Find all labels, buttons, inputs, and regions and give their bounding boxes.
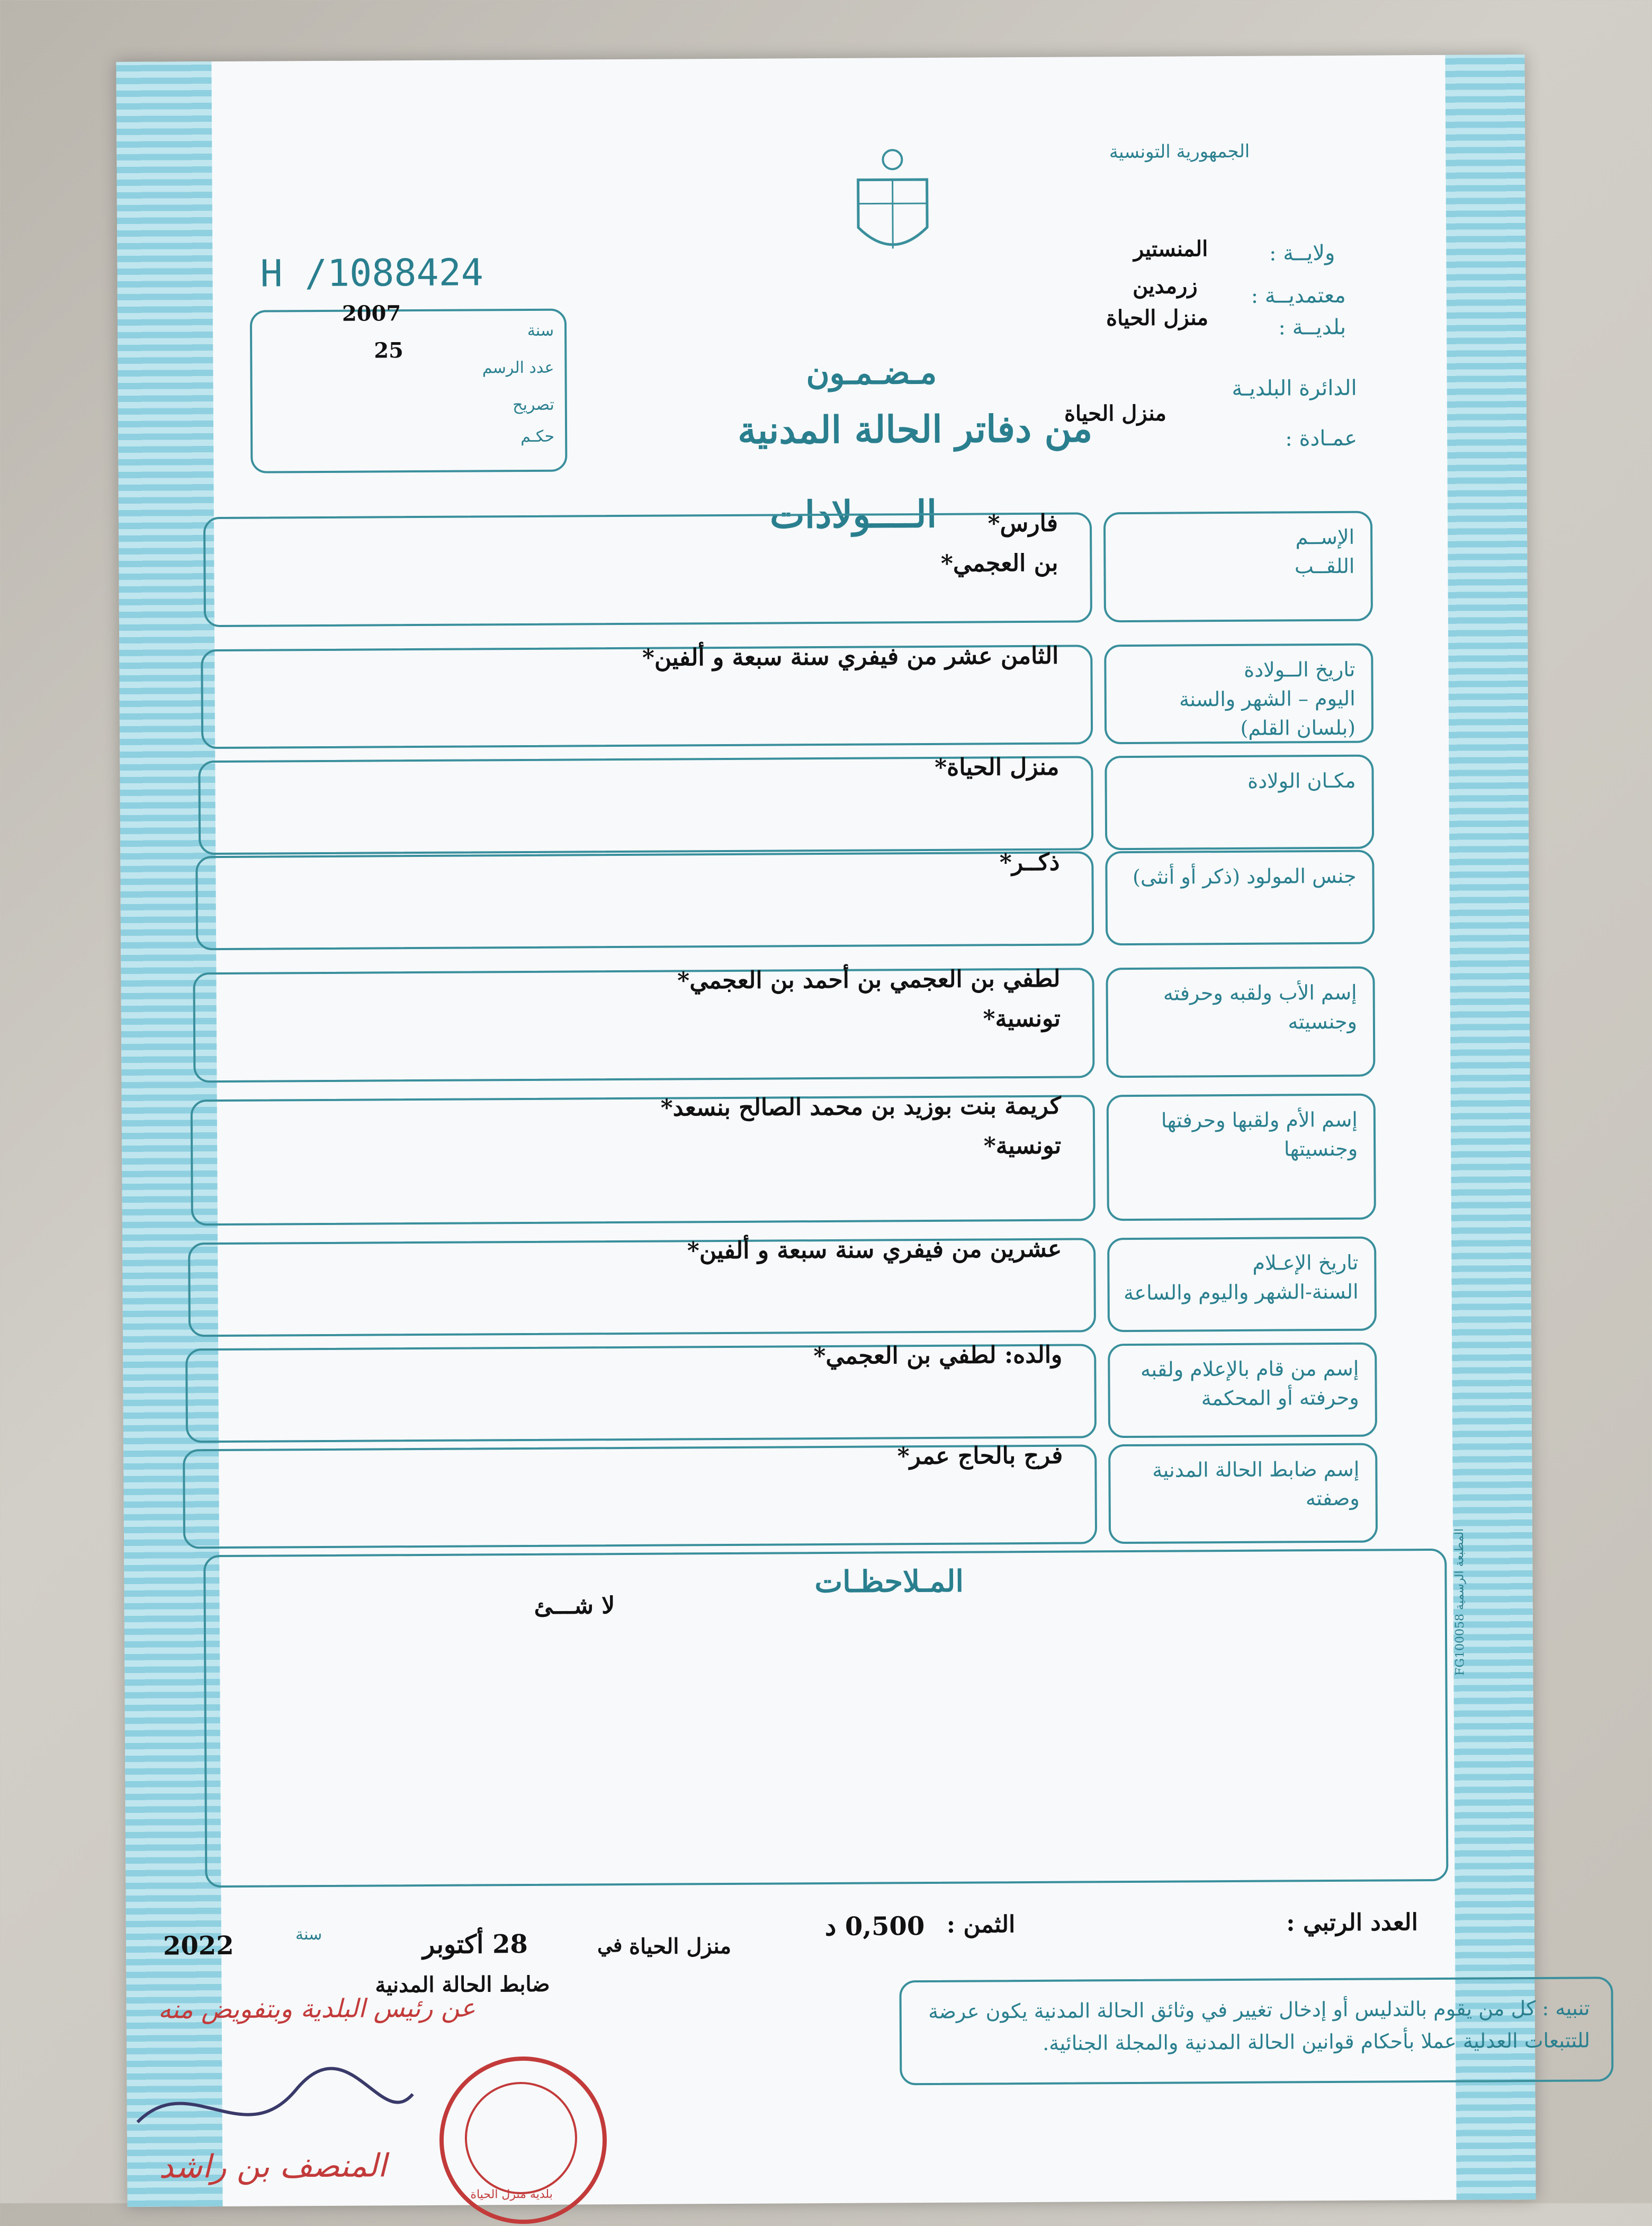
officer-title: ضابط الحالة المدنية: [375, 1971, 550, 1998]
field-label: مكـان الولادة: [1247, 768, 1356, 793]
price-label: الثمن :: [946, 1911, 1016, 1938]
baladia-value: منزل الحياة: [1106, 305, 1209, 331]
coat-of-arms-icon: [847, 148, 938, 265]
notice-text: تنبيه : كل من يقوم بالتدليس أو إدخال تغيير في وثائق الحالة المدنية يكون عرضة للتتبعات العدلية عملا بأحكام قوانين الحالة المدنية والمجلة الجنائية.: [928, 1996, 1591, 2055]
field-label-cell: [1108, 1443, 1378, 1544]
field-label: إسم الأم ولقبها وحرفتها وجنسيتها: [1161, 1107, 1358, 1161]
official-stamp: [439, 2056, 607, 2224]
year-value: 2022: [163, 1930, 234, 1961]
reg-year: 2007: [342, 301, 401, 326]
field-label: تاريخ الإعـلام السنة-الشهر واليوم والساعة: [1123, 1250, 1359, 1305]
field-label: إسم من قام بالإعلام ولقبه وحرفته أو المحكمة: [1141, 1356, 1359, 1410]
field-label-cell: [1107, 1237, 1377, 1333]
reg-year-label: سنة: [527, 321, 554, 340]
field-value-cell: [201, 642, 1093, 749]
wilaya-value: المنستير: [1133, 236, 1208, 262]
field-value-cell: [188, 1235, 1096, 1337]
field-value-cell: [198, 753, 1093, 855]
notice-box: [899, 1977, 1613, 2085]
daira-value: منزل الحياة: [1064, 400, 1167, 426]
year-label: سنة: [295, 1925, 322, 1944]
stamp-text: بلدية منزل الحياة: [470, 2187, 553, 2202]
republic-label: الجمهورية التونسية: [1109, 140, 1250, 163]
field-value: الثامن عشر من فيفري سنة سبعة و ألفين*: [642, 642, 1059, 672]
certificate-sheet: [116, 55, 1591, 2207]
moutamadia-value: زرمدين: [1132, 273, 1198, 299]
notes-value: لا شـــئ: [534, 1592, 615, 1620]
right-border-pattern: [1445, 55, 1536, 2200]
reg-number: 25: [374, 338, 404, 363]
field-label: إسم ضابط الحالة المدنية وصفته: [1152, 1457, 1360, 1510]
field-value: منزل الحياة*: [935, 753, 1060, 781]
field-label-cell: [1108, 1343, 1377, 1438]
field-value-cell: [203, 509, 1092, 627]
judgment-label: حكـم: [520, 427, 555, 446]
omada-label: عمـادة :: [1285, 426, 1358, 451]
reg-number-label: عدد الرسم: [482, 358, 554, 378]
field-label: جنس المولود (ذكر أو أنثى): [1132, 864, 1357, 889]
printer-mark: المطبعة الرسمية FG100058: [1452, 1528, 1467, 1676]
wilaya-label: ولايــة :: [1269, 240, 1335, 266]
field-value: كريمة بنت بوزيد بن محمد الصالح بنسعد* تونسية*: [660, 1092, 1062, 1160]
field-value-cell: [193, 965, 1094, 1083]
moutamadia-label: معتمديــة :: [1251, 283, 1346, 308]
field-label-cell: [1105, 755, 1374, 851]
field-label: الإســم اللقــب: [1294, 525, 1355, 578]
registration-box: [250, 301, 568, 473]
field-value: فارس* بن العجمي*: [940, 509, 1058, 577]
stamp-inner-ring: [464, 2081, 577, 2194]
field-label-cell: [1105, 850, 1375, 946]
daira-label: الدائرة البلديـة: [1232, 376, 1357, 401]
fi-label: في: [597, 1934, 623, 1957]
document-number: H /1088424: [260, 251, 484, 296]
signature-icon: [127, 2057, 424, 2154]
field-value-cell: [185, 1341, 1097, 1443]
field-value: فرج بالحاج عمر*: [897, 1442, 1063, 1470]
field-label-cell: [1107, 1094, 1376, 1221]
field-value-cell: [183, 1444, 1097, 1549]
price-value: 0,500 د: [824, 1911, 925, 1942]
place-value: منزل الحياة: [629, 1933, 732, 1959]
field-label: تاريخ الــولادة اليوم – الشهر والسنة (بلسان القلم): [1179, 657, 1356, 740]
declaration-label: تصريح: [513, 395, 554, 415]
title-line1: مـضـمـون: [806, 354, 937, 392]
date-value: 28 أكتوبر: [422, 1929, 528, 1960]
field-value-cell: [191, 1092, 1096, 1226]
field-value: لطفي بن العجمي بن أحمد بن العجمي* تونسية*: [677, 965, 1061, 1033]
serial-label: العدد الرتبي :: [1286, 1909, 1418, 1937]
field-label-cell: [1104, 643, 1373, 745]
title-line2: من دفاتر الحالة المدنية: [737, 406, 1093, 452]
signer-name: المنصف بن راشد: [159, 2147, 387, 2186]
baladia-label: بلديــة :: [1278, 315, 1346, 340]
field-label: إسم الأب ولقبه وحرفته وجنسيته: [1163, 980, 1358, 1034]
delegation-handwriting: عن رئيس البلدية وبتفويض منه: [158, 1993, 476, 2025]
field-value-cell: [195, 848, 1094, 950]
title-births: الــــولادات: [769, 491, 937, 537]
notes-box: [203, 1549, 1448, 1888]
field-label-cell: [1106, 967, 1375, 1078]
field-value: ذكــر*: [999, 848, 1060, 877]
notes-title: المـلاحظـات: [814, 1563, 964, 1600]
field-label-cell: [1103, 511, 1373, 623]
field-value: والده: لطفي بن العجمي*: [813, 1341, 1063, 1370]
field-value: عشرين من فيفري سنة سبعة و ألفين*: [687, 1235, 1062, 1265]
